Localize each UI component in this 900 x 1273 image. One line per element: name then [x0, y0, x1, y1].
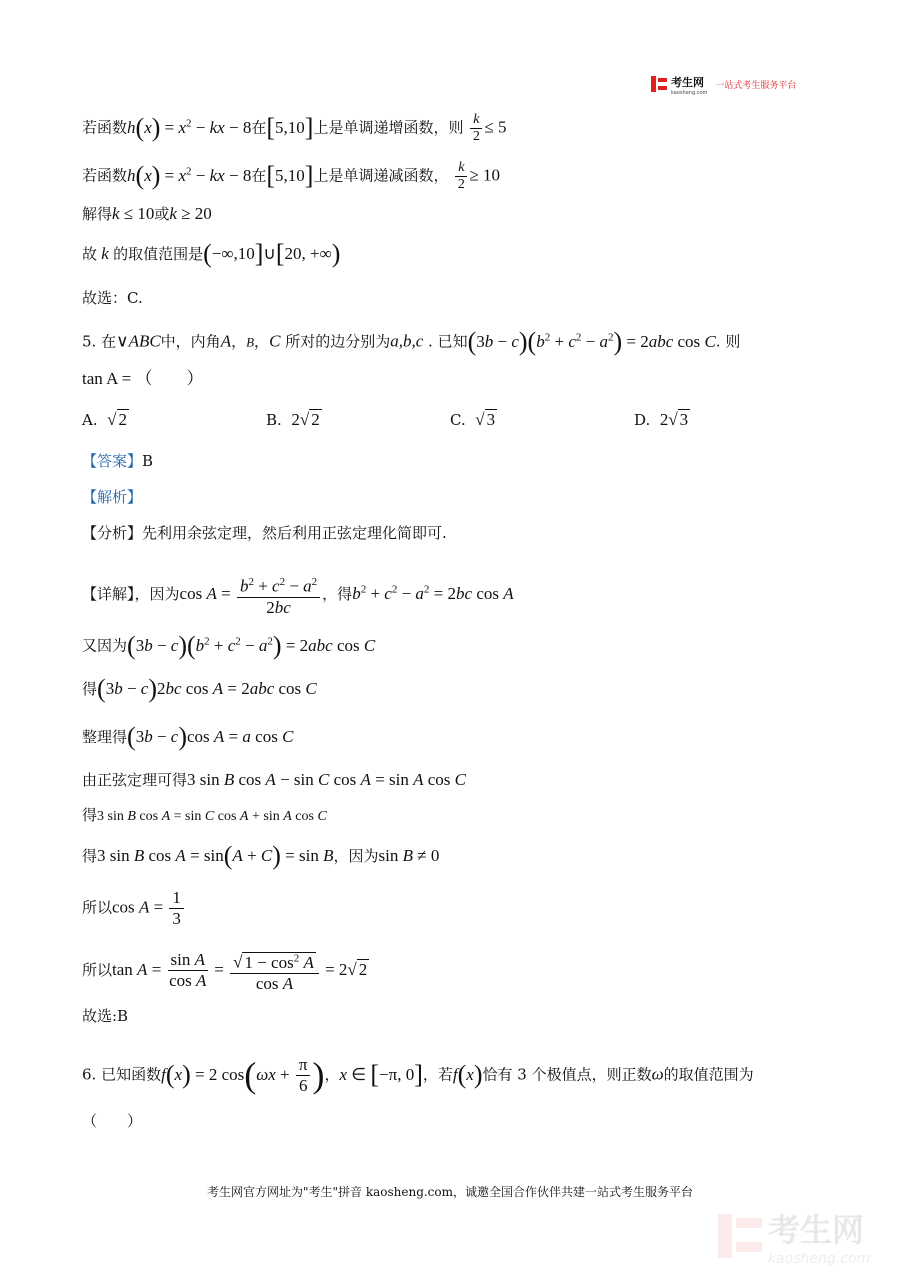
option-c[interactable]: C. √ 3	[450, 410, 496, 429]
question-5-prompt: tan A = （ ）	[82, 369, 204, 388]
step-de1: 得(3b − c)2bc cos A = 2abc cos C	[82, 674, 317, 703]
solution-line-increasing: 若函数$h(x) = x^2$ − kx − 8在[5,10]上是单调递增函数，则 $\frac{k}{2}$ ≤ 5	[82, 112, 507, 145]
step-youyin: 又因为$(3b - c)(b^2 + c^2 - a^2) = 2abc$ cos C	[82, 630, 376, 660]
logo-slogan: 一站式考生服务平台	[715, 80, 797, 91]
answer-line	[82, 450, 153, 472]
step-de3: 得3 sin B cos A = sin(A + C) = sin B，因为sin B ≠ 0	[82, 841, 440, 870]
analysis-tag: 【解析】	[82, 488, 143, 506]
footer-text: 考生网官方网址为"考生"拼音 kaosheng.com，诚邀全国合作伙伴共建一站式考生服务平台	[206, 1185, 694, 1199]
solution-line-decreasing: 若函数$h(x) = x^2$ − kx − 8在[5,10]上是单调递减函数， $\frac{k}{2}$ ≥ 10	[82, 160, 501, 193]
step-zhengxian: 由正弦定理可得3 sin B cos A − sin C cos A = sin A cos C	[82, 770, 466, 789]
option-d[interactable]: D. 2√ 3	[634, 410, 689, 429]
guxuan-line: 故选:B	[82, 1007, 129, 1025]
step-zhengli: 整理得(3b − c)cos A = a cos C	[82, 722, 294, 751]
fenxi-line: 【分析】先利用余弦定理，然后利用正弦定理化简即可.	[82, 524, 447, 542]
question-6-blank: （ ）	[82, 1112, 143, 1130]
watermark	[718, 1205, 870, 1267]
logo-icon	[651, 76, 667, 92]
answer-tag: 【答案】	[82, 452, 143, 470]
header-logo	[651, 72, 796, 96]
logo-domain: kaosheng.com	[671, 90, 708, 96]
step-suoyi1: 所以cos A = $\frac{1}{3}$	[82, 888, 186, 929]
option-a[interactable]: A. √ 2	[82, 410, 127, 429]
option-b[interactable]: B. 2√ 2	[266, 410, 320, 429]
question-5-stem: 5. 在∨ABC中，内角A，B，C 所对的边分别为a,b,c . 已知$(3b - c)(b^2 + c^2 - a^2) = 2abc$ cos C. 则	[82, 326, 741, 356]
logo-name: 考生网	[671, 76, 704, 89]
watermark-domain: kaosheng.com	[768, 1251, 871, 1267]
question-6-stem: 6. 已知函数f(x) = 2 cos(ωx + $\frac{\pi}{6}$ )，x ∈ [−π, 0]，若f(x)恰有 3 个极值点，则正数ω的取值范围为	[82, 1054, 754, 1095]
watermark-name: 考生网	[768, 1211, 865, 1249]
solution-line-result: 解得k ≤ 10或k ≥ 20	[82, 204, 212, 223]
solution-choice: 故选：C.	[82, 289, 143, 307]
detail-line: 【详解】，因为cos A = $\frac{b^2 + c^2 - a^2}{2bc}$ ，得$b^2 + c^2 - a^2 = 2bc$ cos A	[82, 572, 514, 618]
solution-line-range: 故 k 的取值范围是(−∞,10]∪[20, +∞)	[82, 239, 341, 268]
watermark-logo-icon	[718, 1214, 762, 1258]
answer-value: B	[142, 452, 154, 470]
step-suoyi2: 所以tan A = $\frac{\text{sin A}}{\text{cos A}}$ = $\frac{√ 1 - \cos^2 A}{\text{cos A}}$ = 2√ 2	[82, 948, 369, 994]
step-de2: 得3 sin B cos A = sin C cos A + sin A cos C	[82, 806, 327, 824]
